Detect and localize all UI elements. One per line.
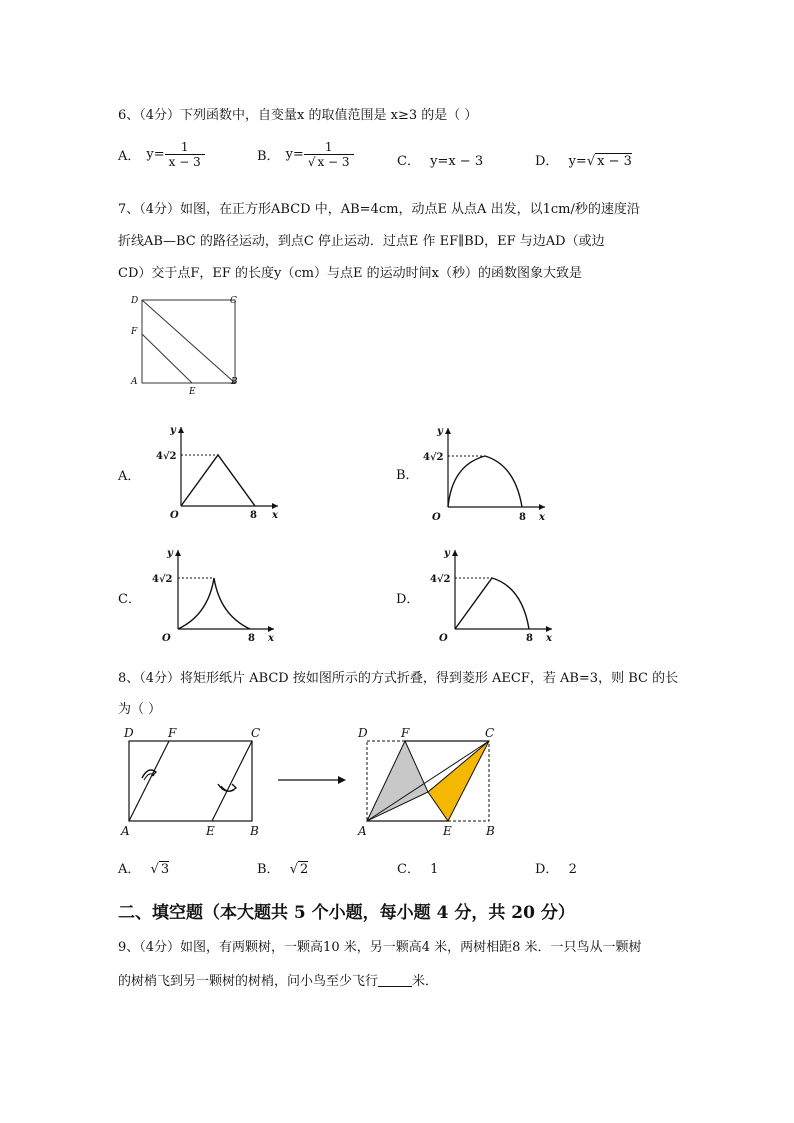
q6-option-b-numerator: 1 [324,140,333,154]
q8-option-c-value: 1 [430,862,439,877]
q7-d-y-arrow [452,550,458,556]
q7-c-curve [178,578,250,629]
q7-b-x-label: x [539,512,545,523]
q8-fig2-label-d: D [358,726,368,740]
q7-line-3: CD）交于点F，EF 的长度y（cm）与点E 的运动时间x（秒）的函数图象大致是 [118,266,582,281]
q8-line-1: 8、（4分）将矩形纸片 ABCD 按如图所示的方式折叠，得到菱形 AECF，若 AB=3，则 BC 的长 [118,671,679,686]
q6-option-b-denominator-wrap: √ x − 3 [304,154,354,169]
q7-d-x-arrow [546,626,552,632]
q6-option-b-y: y= [285,147,304,162]
q8-option-a[interactable]: A． √ 3 [118,862,170,877]
q6-stem: 6、（4分）下列函数中，自变量x 的取值范围是 x≥3 的是（ ） [118,108,478,123]
q8-option-c[interactable] [397,858,438,877]
q7-label-b: B [231,377,238,387]
q7-c-x-arrow [268,626,274,632]
q8-option-b-radicand: 2 [300,862,309,877]
q7-d-origin: O [439,633,448,644]
q9-answer-blank[interactable] [378,974,412,987]
q7-b-y-arrow [445,428,451,434]
q7-d-y-label: y [444,548,450,559]
q7-b-curve [448,456,522,507]
q8-option-c-label: C． [397,862,420,877]
q7-a-x-label: x [272,510,278,521]
section-2-title: 二、填空题（本大题共 5 个小题，每小题 4 分，共 20 分） [118,903,575,923]
q8-fig2-label-a: A [358,824,367,838]
q8-figure-before [118,724,268,840]
q9-line-2-post: 米． [412,974,439,989]
q7-a-curve [181,455,255,506]
q7-label-c: C [230,296,237,306]
q8-fig2-label-b: B [486,824,495,838]
q6-option-a-numerator: 1 [180,140,189,154]
q9-line-2-pre: 的树梢飞到另一颗树的树梢，问小鸟至少飞行 [118,974,379,989]
q8-option-a-label: A． [118,862,141,877]
q6-option-d-y: y= [568,154,587,169]
q7-line-2: 折线AB—BC 的路径运动，到点C 停止运动．过点E 作 EF∥BD，EF 与边AD（或边 [118,234,605,249]
q8-arrow-head [338,776,346,784]
q8-fig2-label-c: C [485,726,495,740]
q6-option-b-denominator: x − 3 [317,155,350,169]
q6-option-d[interactable]: D． y=√ x − 3 [535,154,632,169]
q8-line-2: 为（ ） [118,702,162,717]
q7-b-peak: 4√2 [423,452,444,463]
q8-fig2-diagonal-ac [367,741,489,821]
q7-d-curve [455,578,529,629]
q8-fig1-label-d: D [124,726,134,740]
q7-c-x-label: x [268,633,274,644]
q7-b-y-label: y [437,426,443,437]
q6-option-d-radicand: x − 3 [597,154,632,169]
q7-option-a-graph [150,422,285,525]
q6-option-c-label: C． [397,154,420,169]
q7-option-d-graph [426,545,561,648]
q7-a-eight: 8 [250,510,257,521]
q7-c-y-label: y [167,548,173,559]
q7-b-x-arrow [539,504,545,510]
q8-fig1-label-f: F [168,726,177,740]
q8-transform-arrow [276,774,348,786]
q9-line-1: 9、（4分）如图，有两颗树，一颗高10 米，另一颗高4 米，两树相距8 米．一只鸟从一颗树 [118,940,642,955]
q8-option-a-radicand: 3 [160,862,170,877]
q8-fig1-fold-ec [212,741,252,821]
q6-option-a-label: A． [118,149,141,164]
q8-fig1-label-a: A [121,824,130,838]
q7-a-y-label: y [170,425,176,436]
q6-option-a-fraction [165,140,205,169]
q8-fig1-rectangle [129,741,252,821]
q7-label-f: F [131,327,138,337]
q7-diagonal-bd [142,300,235,383]
q8-fig2-label-e: E [443,824,452,838]
q8-option-d[interactable] [535,858,577,877]
q7-d-peak: 4√2 [430,574,451,585]
q7-option-c-label[interactable]: C． [118,592,141,607]
q8-option-b[interactable]: B． √ 2 [257,862,309,877]
q6-option-b-fraction [304,140,354,169]
q8-fig2-label-f: F [401,726,410,740]
q7-a-origin: O [170,510,179,521]
q7-a-y-arrow [178,427,184,433]
q8-fig1-fold-arrow-left-inner [144,774,154,780]
q7-label-a: A [131,377,138,387]
q7-option-c-graph [148,545,283,648]
q8-option-d-value: 2 [568,862,577,877]
q6-option-c[interactable] [397,150,483,169]
q8-figure-after [354,724,504,840]
q7-c-peak: 4√2 [152,574,173,585]
q7-option-d-label[interactable]: D． [396,592,420,607]
q8-fig2-gray-triangle [367,741,428,821]
q7-c-origin: O [162,633,171,644]
q8-option-b-label: B． [257,862,280,877]
q7-d-x-label: x [546,633,552,644]
q7-b-eight: 8 [519,512,526,523]
q7-d-eight: 8 [526,633,533,644]
q7-a-peak: 4√2 [156,451,177,462]
q6-option-b[interactable] [257,140,354,169]
q8-fig1-label-e: E [206,824,215,838]
q6-option-a-y: y= [146,147,165,162]
q7-segment-ef [142,334,192,383]
q7-c-eight: 8 [248,633,255,644]
q8-option-d-label: D． [535,862,559,877]
q7-line-1: 7、（4分）如图，在正方形ABCD 中，AB=4cm，动点E 从点A 出发，以1cm/秒的速度沿 [118,202,640,217]
q7-option-b-label[interactable]: B． [396,468,419,483]
q6-option-a-denominator: x − 3 [165,154,205,169]
q6-option-b-label: B． [257,149,280,164]
q7-b-origin: O [432,512,441,523]
q8-fig1-label-b: B [250,824,259,838]
q6-option-c-expr: y=x − 3 [430,154,484,169]
q8-fig2-yellow-triangle [428,741,489,821]
q7-square-figure [125,292,245,398]
q7-option-b-graph [419,423,554,526]
q9-line-2 [118,970,438,989]
q6-option-a[interactable] [118,140,205,169]
q7-a-x-arrow [272,503,278,509]
q7-c-y-arrow [175,550,181,556]
q8-fig1-fold-af [129,741,169,821]
q7-label-d: D [131,296,139,306]
q7-option-a-label[interactable]: A． [118,469,141,484]
q6-option-d-label: D． [535,154,559,169]
q8-fig1-label-c: C [251,726,261,740]
q7-label-e: E [189,387,196,397]
